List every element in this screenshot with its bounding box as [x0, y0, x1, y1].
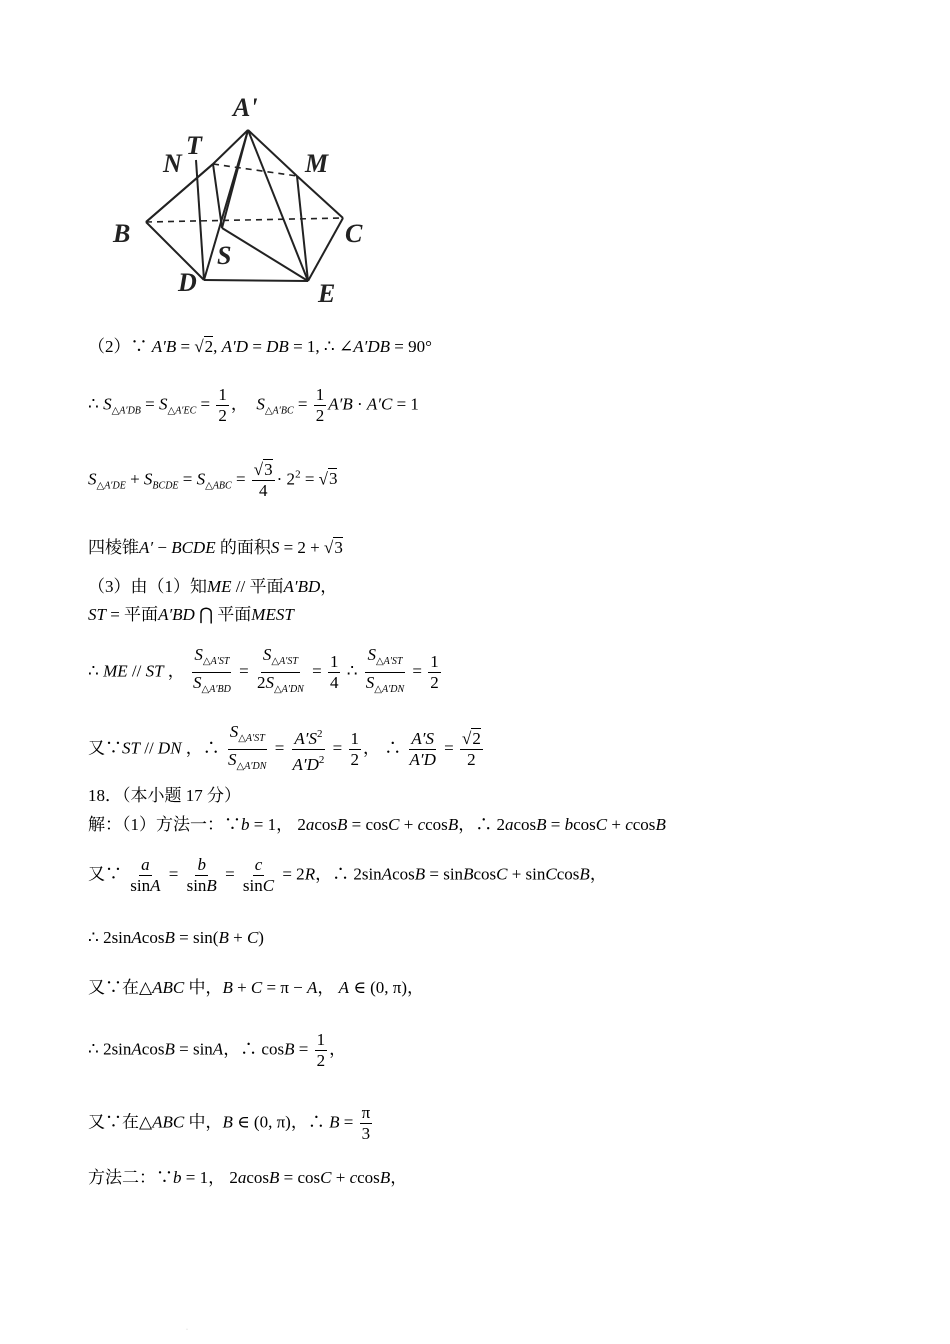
method-2-prefix: 方法二：∵: [88, 1168, 173, 1187]
solution-line-8: 又∵ST // DN ，∴ $\frac{S_{\triangle A'ST}}{S_{\triangle A'DN}}$ = $\frac{A'S^2}{A'D^2}$ = $\frac{1}{2}$ ， ∴ $\frac{A'S}{A'D}$ = $\frac{√2}{2}$: [88, 722, 481, 774]
geometry-figure: [100, 88, 380, 310]
part3-prefix: （3）由（1）知: [88, 577, 207, 596]
solution-line-6: ST = 平面A′BD ⋂ 平面MEST: [88, 605, 294, 624]
q18-line-5: ∴ 2sinAcosB = sinA，∴ cosB = $\frac{1}{2}$ ，: [88, 1030, 347, 1070]
also-prefix-2: 又∵: [88, 864, 122, 884]
in-word: 中，: [188, 978, 223, 997]
line-prefix: （2）∵: [88, 337, 148, 356]
solution-line-7: ∴ ME // ST ， $\frac{S_{\triangle A'ST}}{S_{\triangle A'BD}}$ = $\frac{S_{\triangle A'ST}}{2S_{\triangle A'DN}}$ = $\frac{1}{4}$ ∴ $\frac{S_{\triangle A'ST}}{S_{\triangle A'DN}}$ = $\frac{1}{2}$: [88, 645, 439, 695]
label-b: B: [113, 219, 131, 248]
label-t: T: [186, 131, 202, 160]
solution-line-3: $S_{\triangle A'DE} + S_{BCDE} = S_{\triangle ABC}$ = $\frac{√3}{4}$ · $2^2 = √3$: [88, 460, 338, 500]
solution-prefix: 解：（1）方法一：∵: [88, 815, 241, 834]
label-n: N: [163, 149, 182, 178]
solution-line-2: ∴ $S_{\triangle A'DB} = S_{\triangle A'EC}$ = $\frac{1}{2}$ ， $S_{\triangle A'BC}$ = $\frac{1}{2}$ A′B · A′C = 1: [88, 385, 419, 425]
label-d: D: [178, 268, 197, 297]
q18-line-3: ∴ 2sinAcosB = sin(B + C): [88, 928, 264, 947]
in-triangle-prefix-2: 又∵在△: [88, 1112, 153, 1132]
q18-line-4: 又∵在△ABC 中，B + C = π − A， A ∈ (0, π)，: [88, 978, 425, 997]
area-label: 的面积: [219, 538, 271, 557]
solution-line-1: （2）∵ A′B = √2, A′D = DB = 1, ∴ ∠A′DB = 90°: [88, 337, 432, 356]
solution-line-4: 四棱锥A′ − BCDE 的面积S = 2 + √3: [88, 538, 343, 557]
page-mark: ·: [186, 1327, 188, 1333]
question-18-title: 18．（本小题 17 分）: [88, 786, 241, 805]
q18-line-1: 解：（1）方法一：∵b = 1， 2acosB = cosC + ccosB，∴ 2acosB = bcosC + ccosB: [88, 815, 666, 834]
plane-word: 平面: [249, 577, 284, 596]
label-a-prime: A': [233, 93, 258, 122]
q18-method-2: 方法二：∵b = 1， 2acosB = cosC + ccosB，: [88, 1168, 408, 1187]
q18-line-2: 又∵ $\frac{a}{\sin A}$ = $\frac{b}{\sin B}$ = $\frac{c}{\sin C}$ = 2R，∴ 2sinAcosB = sinBcosC + sinCcosB，: [88, 855, 607, 895]
label-m: M: [305, 149, 329, 178]
plane-word-1: = 平面: [110, 605, 159, 624]
in-triangle-prefix: 又∵在△: [88, 978, 153, 997]
label-s: S: [217, 241, 232, 270]
solution-line-5: （3）由（1）知ME // 平面A′BD，: [88, 577, 338, 596]
label-c: C: [345, 219, 363, 248]
in-word-2: 中，: [188, 1112, 223, 1132]
q18-line-6: 又∵在△ABC 中，B ∈ (0, π)，∴ B = $\frac{\pi}{3}$: [88, 1103, 371, 1143]
label-e: E: [318, 279, 336, 308]
pyramid-label: 四棱锥: [88, 538, 139, 557]
plane-word-2: 平面: [217, 605, 252, 624]
also-prefix: 又∵: [88, 738, 122, 758]
